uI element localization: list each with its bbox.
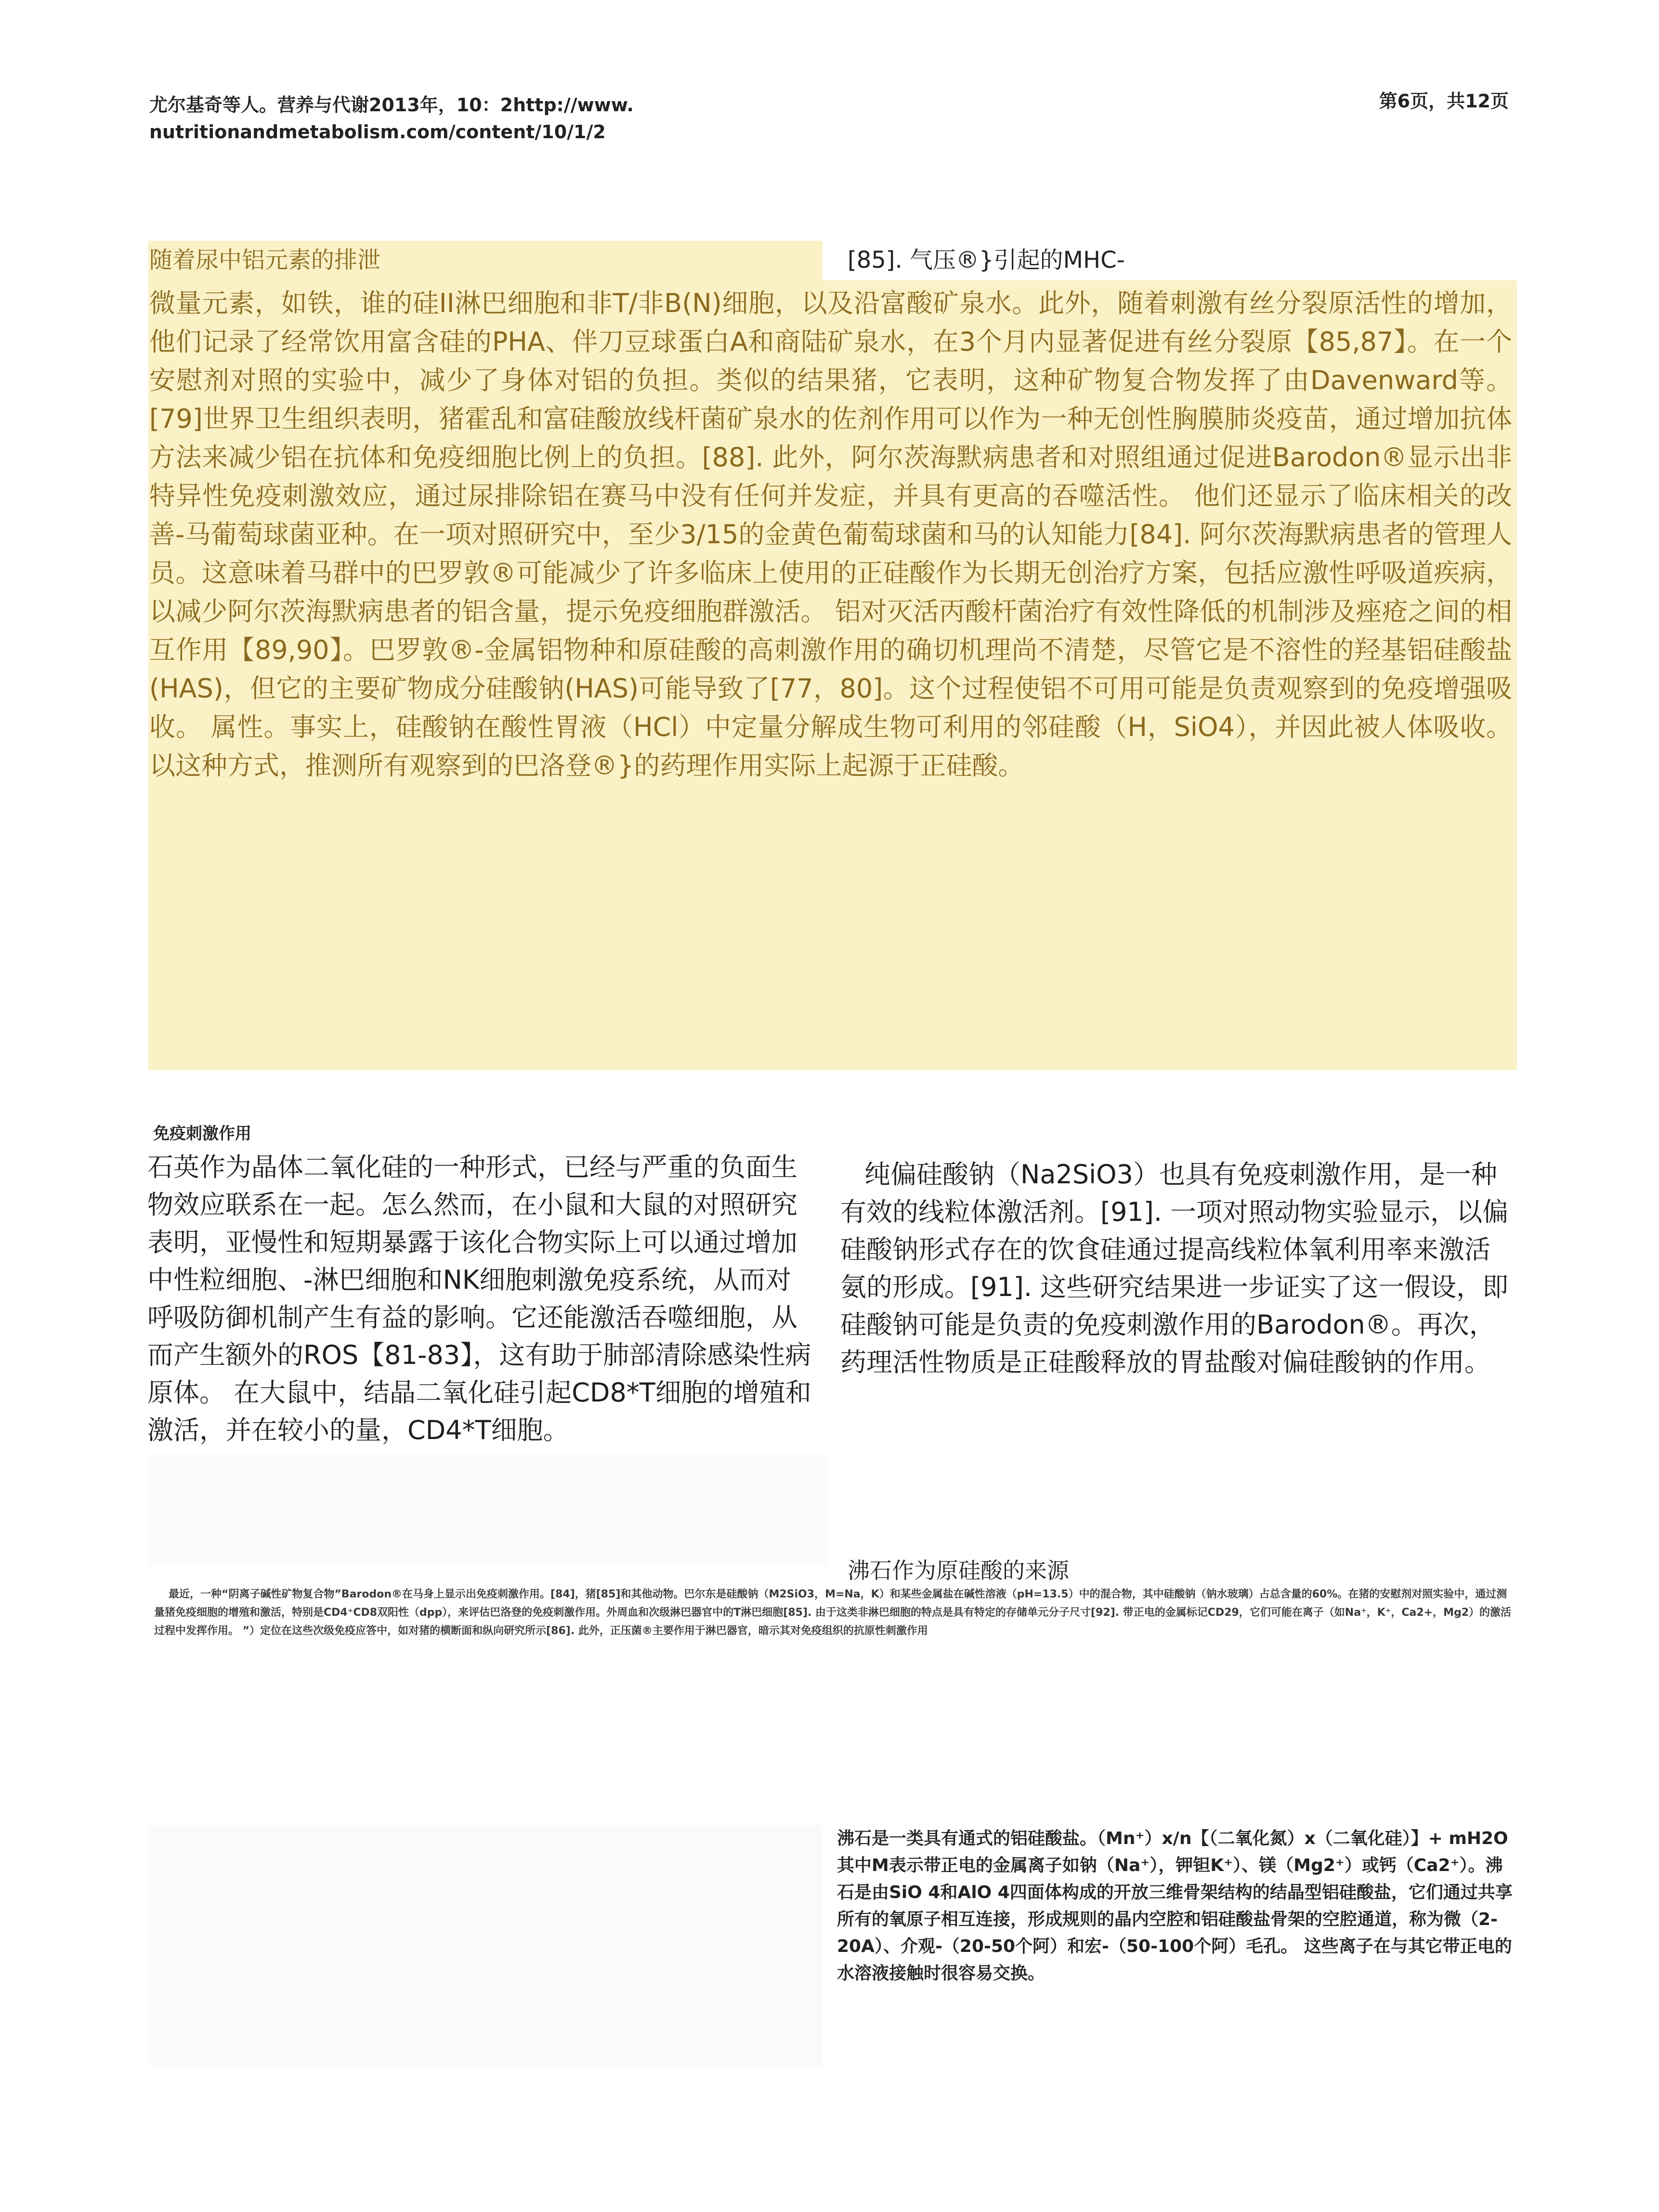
left-column-body: 石英作为晶体二氧化硅的一种形式，已经与严重的负面生物效应联系在一起。怎么然而，在小鼠和大鼠的对照研究表明，亚慢性和短期暴露于该化合物实际上可以通过增加中性粒细胞、-淋巴细胞和NK细胞刺激免疫系统，从而对呼吸防御机制产生有益的影响。它还能激活吞噬细胞，从而产生额外的ROS【81-83】，这有助于肺部清除感染性病原体。 在大鼠中，结晶二氧化硅引起CD8*T细胞的增殖和激活，并在较小的量，CD4*T细胞。 [147,1152,811,1445]
highlight-right-title: [85]. 气压®}引起的MHC- [848,247,1125,274]
figure-caption: 最近，一种“阴离子碱性矿物复合物”Barodon®在马身上显示出免疫刺激作用。[84]，猪[85]和其他动物。巴尔东是硅酸钠（M2SiO3，M=Na，K）和某些金属盐在碱性溶液（pH=13.5）中的混合物，其中硅酸钠（钠水玻璃）占总含量的60%。在猪的安慰剂对照实验中，通过测量猪免疫细胞的增殖和激活，特别是CD4⁺CD8双阳性（dpp），来评估巴洛登的免疫刺激作用。外周血和次级淋巴器官中的T淋巴细胞[85]. 由于这类非淋巴细胞的特点是具有特定的存储单元分子尺寸[92]. 带正电的金属标记CD29，它们可能在离子（如Na⁺，K⁺，Ca2+，Mg2）的激活过程中发挥作用。 ”）定位在这些次级免疫应答中，如对猪的横断面和纵向研究所示[86]. 此外，正压菌®主要作用于淋巴器官，暗示其对免疫组织的抗原性刺激作用 [154,1588,1512,1637]
faint-panel-left [148,1454,827,1565]
zeolite-body: 沸石是一类具有通式的铝硅酸盐。（Mn⁺）x/n【（二氧化氮）x（二氧化硅）】+ mH2O其中M表示带正电的金属离子如钠（Na⁺），钾钽K⁺）、镁（Mg2⁺）或钙（Ca2⁺）。沸石是由SiO 4和AlO 4四面体构成的开放三维骨架结构的结晶型铝硅酸盐，它们通过共享所有的氧原子相互连接，形成规则的晶内空腔和铝硅酸盐骨架的空腔通道，称为微（2-20A）、介观-（20-50个阿）和宏-（50-100个阿）毛孔。 这些离子在与其它带正电的水溶液接触时很容易交换。 [837,1829,1513,1983]
citation-line-1: 尤尔基奇等人。营养与代谢2013年，10：2http://www. [149,94,634,116]
citation [149,92,703,145]
zeolite-heading: 沸石作为原硅酸的来源 [848,1558,1069,1584]
faint-panel-bottom-left [148,1825,823,2066]
highlight-left-title: 随着尿中铝元素的排泄 [149,247,381,274]
right-column-body: 纯偏硅酸钠（Na2SiO3）也具有免疫刺激作用，是一种有效的线粒体激活剂。[91]. 一项对照动物实验显示，以偏硅酸钠形式存在的饮食硅通过提高线粒体氧利用率来激活氨的形成。[91]. 这些研究结果进一步证实了这一假设，即硅酸钠可能是负责的免疫刺激作用的Barodon®。再次，药理活性物质是正硅酸释放的胃盐酸对偏硅酸钠的作用。 [840,1159,1509,1377]
citation-line-2: nutritionandmetabolism.com/content/10/1/2 [149,121,606,143]
section-heading-immune: 免疫刺激作用 [153,1124,251,1143]
highlight-body: 微量元素，如铁，谁的硅II淋巴细胞和非T/非B(N)细胞，以及沿富酸矿泉水。此外，随着刺激有丝分裂原活性的增加，他们记录了经常饮用富含硅的PHA、伴刀豆球蛋白A和商陆矿泉水，在3个月内显著促进有丝分裂原【85,87】。在一个安慰剂对照的实验中，减少了身体对铝的负担。类似的结果猪，它表明，这种矿物复合物发挥了由Davenward等。 [79]世界卫生组织表明，猪霍乱和富硅酸放线杆菌矿泉水的佐剂作用可以作为一种无创性胸膜肺炎疫苗，通过增加抗体方法来减少铝在抗体和免疫细胞比例上的负担。[88]. 此外，阿尔茨海默病患者和对照组通过促进Barodon®显示出非特异性免疫刺激效应，通过尿排除铝在赛马中没有任何并发症，并具有更高的吞噬活性。 他们还显示了临床相关的改善-马葡萄球菌亚种。在一项对照研究中，至少3/15的金黄色葡萄球菌和马的认知能力[84]. 阿尔茨海默病患者的管理人员。这意味着马群中的巴罗敦®可能减少了许多临床上使用的正硅酸作为长期无创治疗方案，包括应激性呼吸道疾病，以减少阿尔茨海默病患者的铝含量，提示免疫细胞群激活。 铝对灭活丙酸杆菌治疗有效性降低的机制涉及痤疮之间的相互作用【89,90】。巴罗敦®-金属铝物种和原硅酸的高刺激作用的确切机理尚不清楚，尽管它是不溶性的羟基铝硅酸盐(HAS)，但它的主要矿物成分硅酸钠(HAS)可能导致了[77，80]。这个过程使铝不可用可能是负责观察到的免疫增强吸收。 属性。事实上，硅酸钠在酸性胃液（HCl）中定量分解成生物可利用的邻硅酸（H，SiO4），并因此被人体吸收。以这种方式，推测所有观察到的巴洛登®}的药理作用实际上起源于正硅酸。 [149,288,1512,781]
page-number: 第6页，共12页 [1379,91,1509,112]
